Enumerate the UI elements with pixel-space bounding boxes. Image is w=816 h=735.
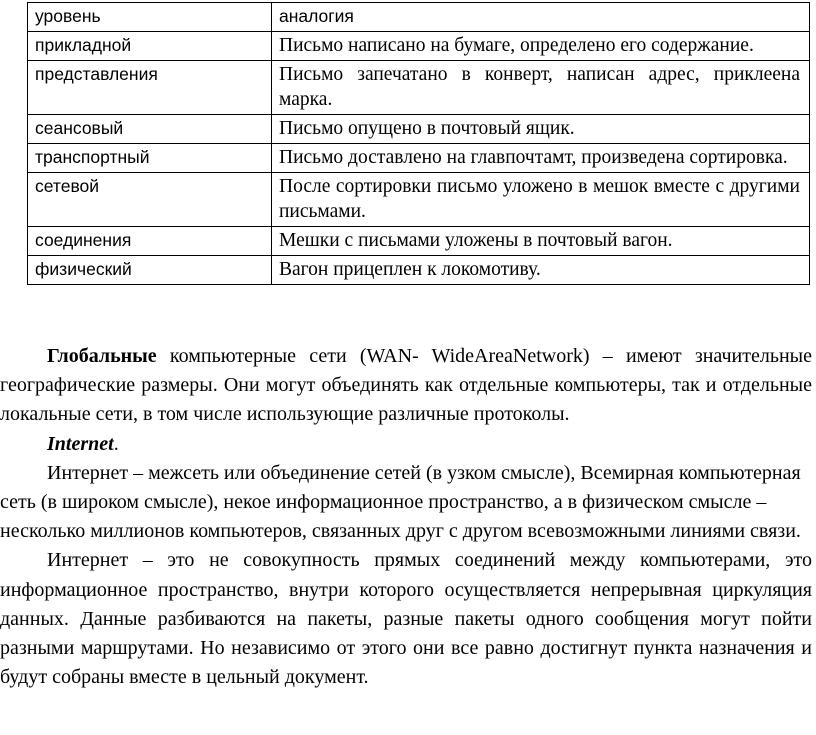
body-text (0, 342, 812, 692)
header-level-cell: уровень (28, 3, 272, 32)
analogy-cell: Письмо опущено в почтовый ящик. (272, 115, 810, 144)
table-row (28, 144, 810, 173)
level-cell: физический (28, 256, 272, 285)
level-cell: сеансовый (28, 115, 272, 144)
level-cell: прикладной (28, 32, 272, 61)
table-header-row (28, 3, 810, 32)
analogy-cell: Мешки с письмами уложены в почтовый вагон. (272, 227, 810, 256)
level-cell: представления (28, 61, 272, 115)
analogy-cell: Письмо доставлено на главпочтамт, произведена сортировка. (272, 144, 810, 173)
internet-heading (0, 430, 812, 459)
analogy-cell: Вагон прицеплен к локомотиву. (272, 256, 810, 285)
table-row (28, 173, 810, 227)
level-cell: сетевой (28, 173, 272, 227)
table-row (28, 61, 810, 115)
header-analogy-cell: аналогия (272, 3, 810, 32)
analogy-cell: Письмо запечатано в конверт, написан адрес, приклеена марка. (272, 61, 810, 115)
table-row (28, 32, 810, 61)
osi-levels-table (27, 2, 810, 285)
global-networks-text: компьютерные сети (WAN- WideAreaNetwork) – имеют значительные географические размеры. Они могут объединять как отдельные компьютеры, так и отдельные локальные сети, в том числе использующие различные протоколы. (0, 345, 812, 426)
paragraph-internet-space: Интернет – это не совокупность прямых соединений между компьютерами, это информационное пространство, внутри которого осуществляется непрерывная циркуляция данных. Данные разбиваются на пакеты, разные пакеты одного сообщения могут пойти разными маршрутами. Но независимо от этого они все равно достигнут пункта назначения и будут собраны вместе в цельный документ. (0, 549, 812, 689)
internet-heading-dot: . (113, 432, 119, 455)
table-row (28, 256, 810, 285)
paragraph-global-networks (0, 342, 812, 430)
analogy-cell: Письмо написано на бумаге, определено его содержание. (272, 32, 810, 61)
level-cell: транспортный (28, 144, 272, 173)
term-global: Глобальные (47, 345, 157, 367)
analogy-cell: После сортировки письмо уложено в мешок вместе с другими письмами. (272, 173, 810, 227)
paragraph-internet-definition: Интернет – межсеть или объединение сетей (в узком смысле), Всемирная компьютерная сеть (в широком смысле), некое информационное пространство, а в физическом смысле – несколько миллионов компьютеров, связанных друг с другом всевозможными линиями связи. (0, 461, 801, 543)
level-cell: соединения (28, 227, 272, 256)
internet-heading-text: Internet (47, 432, 114, 455)
table-row (28, 115, 810, 144)
table-row (28, 227, 810, 256)
